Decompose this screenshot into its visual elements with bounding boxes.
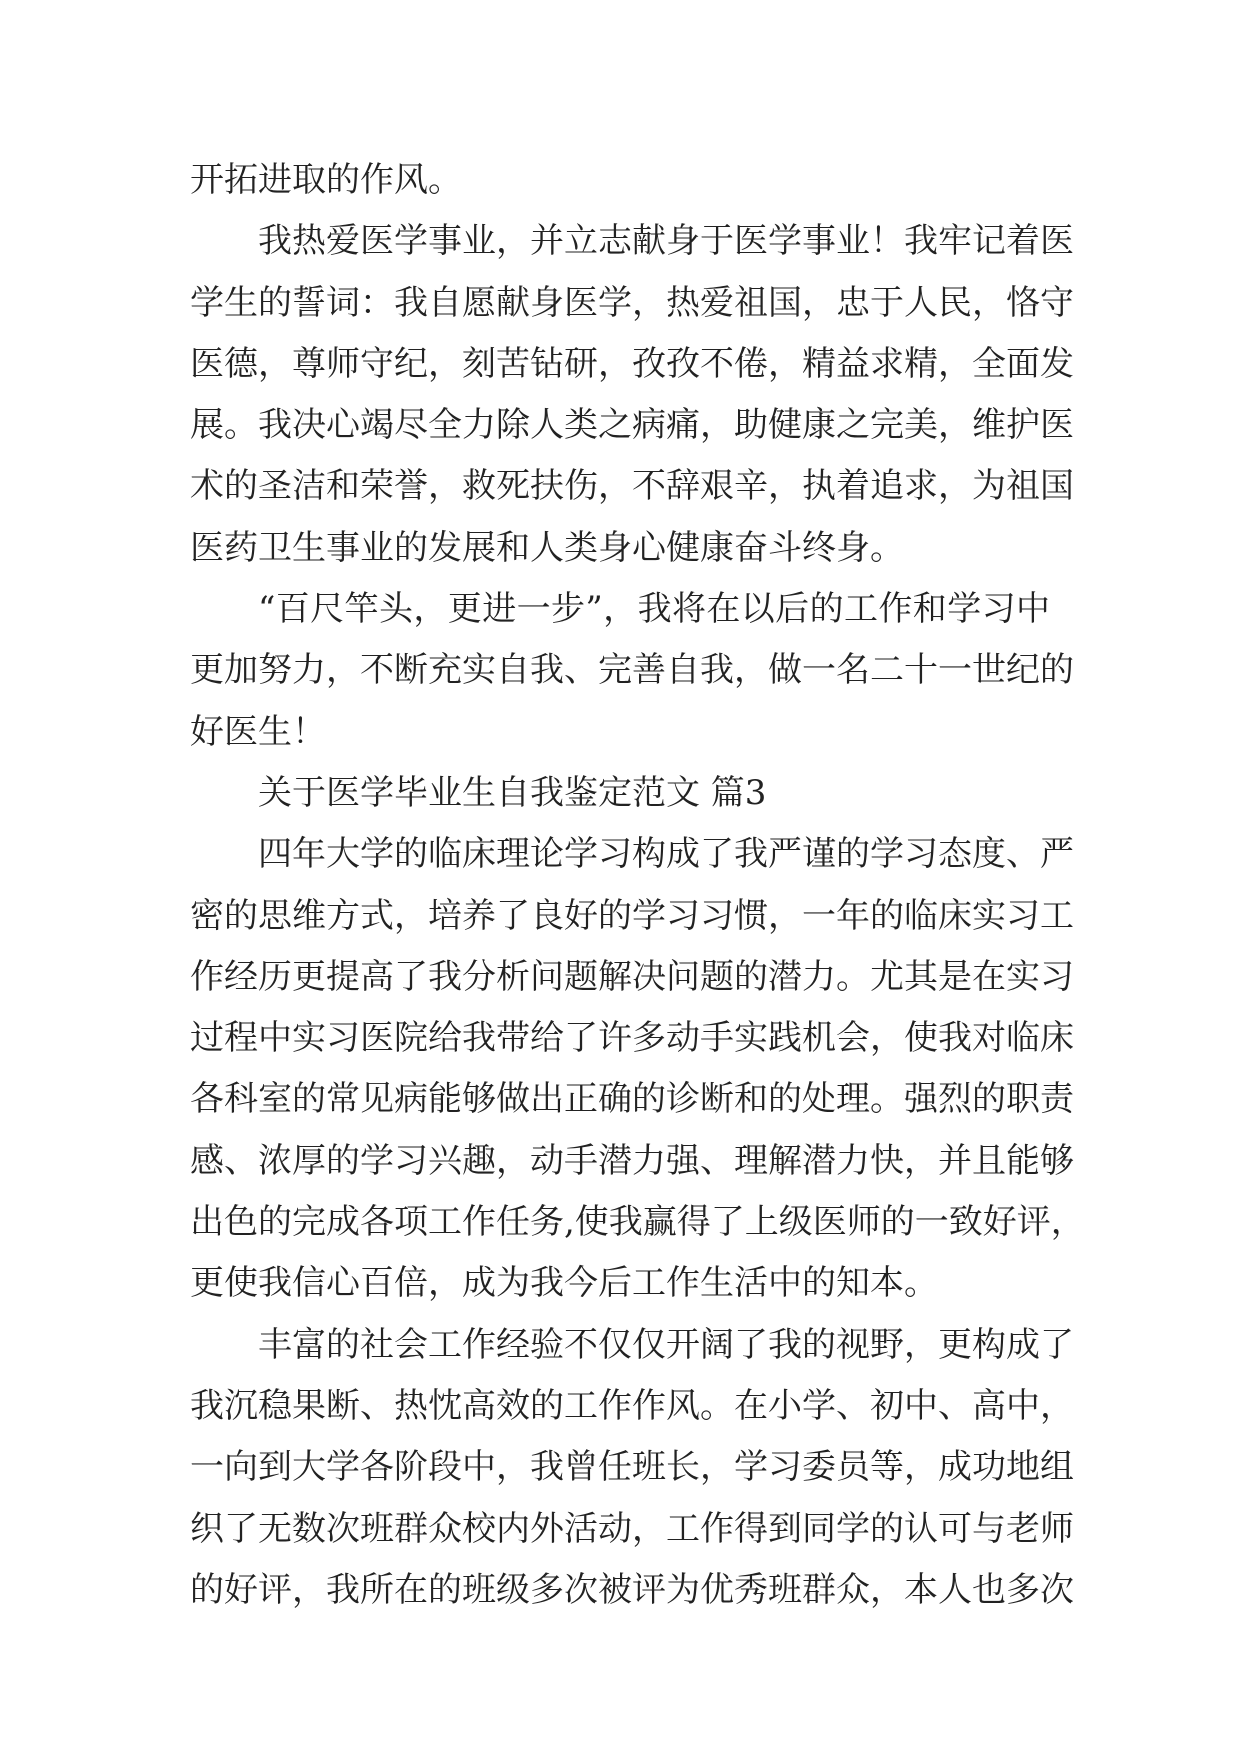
text-line: 术的圣洁和荣誉，救死扶伤，不辞艰辛，执着追求，为祖国	[190, 466, 1074, 507]
text-line: 过程中实习医院给我带给了许多动手实践机会，使我对临床	[190, 1018, 1074, 1059]
text-line: 好医生！	[190, 711, 326, 752]
text-line: 我热爱医学事业，并立志献身于医学事业！我牢记着医	[258, 221, 1074, 262]
text-line: 丰富的社会工作经验不仅仅开阔了我的视野，更构成了	[258, 1324, 1074, 1365]
text-line: 展。我决心竭尽全力除人类之病痛，助健康之完美，维护医	[190, 405, 1074, 446]
text-line: 作经历更提高了我分析问题解决问题的潜力。尤其是在实习	[190, 956, 1074, 997]
text-line: 密的思维方式，培养了良好的学习习惯，一年的临床实习工	[190, 895, 1074, 936]
text-line: 感、浓厚的学习兴趣，动手潜力强、理解潜力快，并且能够	[190, 1140, 1074, 1181]
text-line: 更使我信心百倍，成为我今后工作生活中的知本。	[190, 1263, 938, 1304]
text-line: 开拓进取的作风。	[190, 160, 462, 200]
text-line: “百尺竿头，更进一步”，我将在以后的工作和学习中	[258, 589, 1050, 630]
text-line: 医药卫生事业的发展和人类身心健康奋斗终身。	[190, 527, 904, 568]
text-line: 各科室的常见病能够做出正确的诊断和的处理。强烈的职责	[190, 1079, 1074, 1120]
document-page	[190, 150, 1085, 1621]
text-line: 一向到大学各阶段中，我曾任班长，学习委员等，成功地组	[190, 1447, 1074, 1488]
text-line: 我沉稳果断、热忱高效的工作作风。在小学、初中、高中，	[190, 1385, 1074, 1426]
text-line: 学生的誓词：我自愿献身医学，热爱祖国，忠于人民，恪守	[190, 282, 1074, 323]
text-line: 织了无数次班群众校内外活动，工作得到同学的认可与老师	[190, 1508, 1074, 1549]
section-heading: 关于医学毕业生自我鉴定范文 篇3	[258, 772, 767, 813]
text-line: 出色的完成各项工作任务,使我赢得了上级医师的一致好评，	[190, 1202, 1085, 1243]
text-line: 医德，尊师守纪，刻苦钻研，孜孜不倦，精益求精，全面发	[190, 343, 1074, 384]
text-line: 更加努力，不断充实自我、完善自我，做一名二十一世纪的	[190, 650, 1074, 691]
text-line: 四年大学的临床理论学习构成了我严谨的学习态度、严	[258, 834, 1074, 875]
text-line: 的好评，我所在的班级多次被评为优秀班群众，本人也多次	[190, 1569, 1074, 1610]
